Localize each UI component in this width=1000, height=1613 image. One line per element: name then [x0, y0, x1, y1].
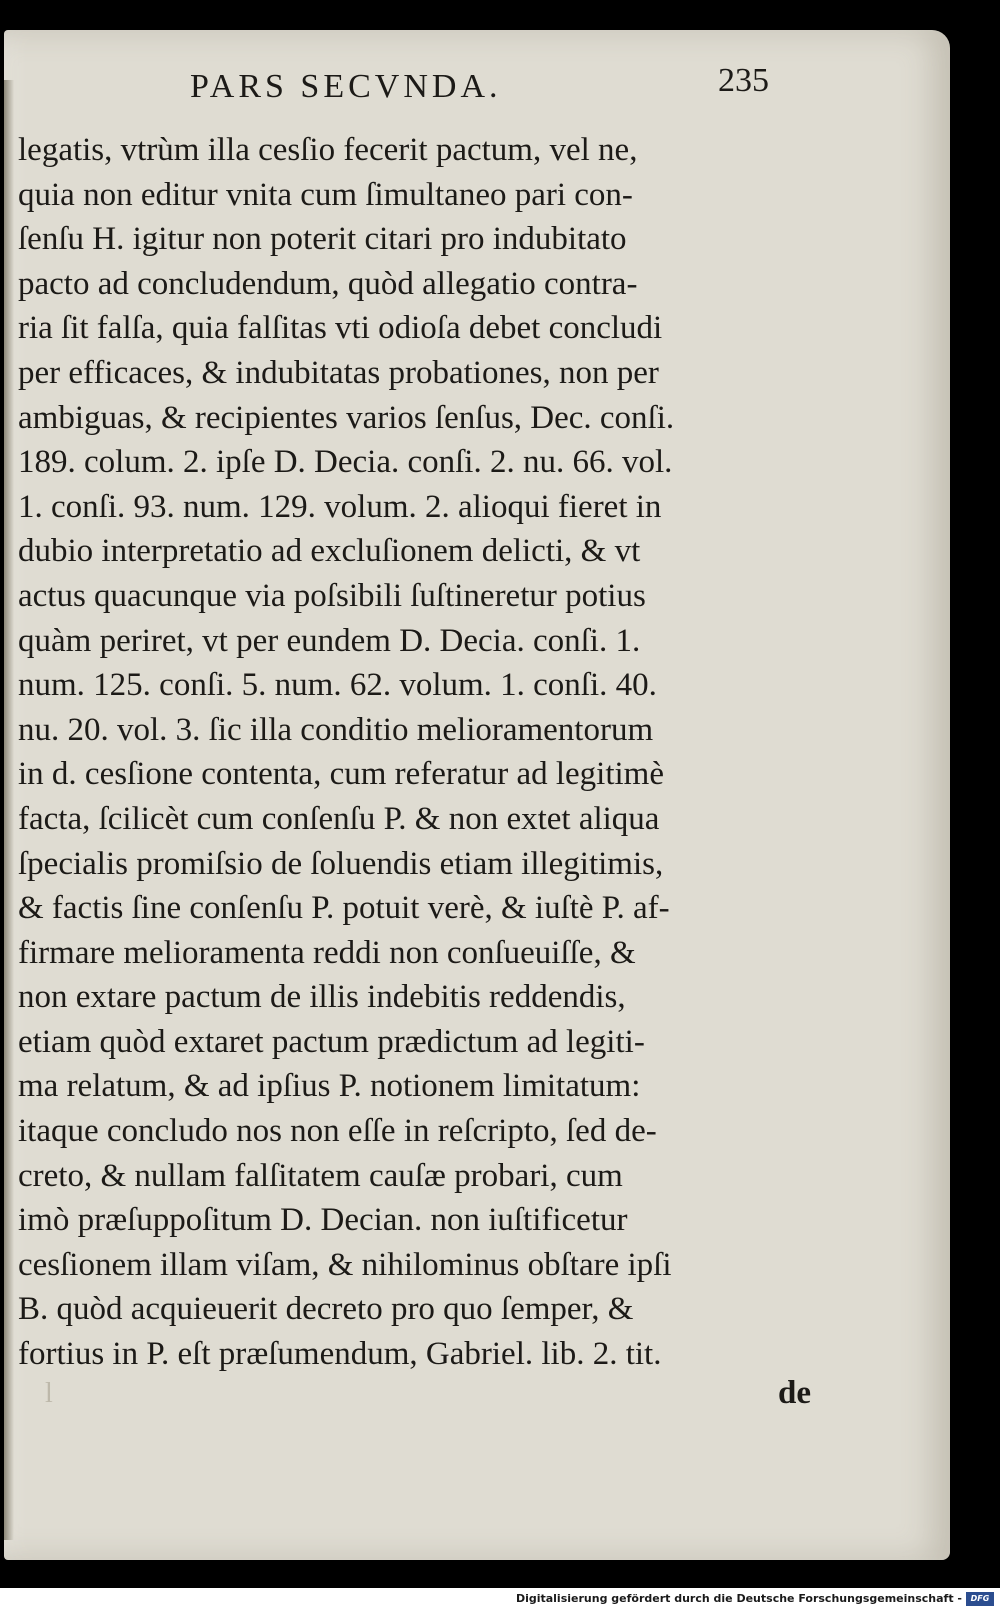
text-line: ſenſu H. igitur non poterit citari pro indubitato [18, 221, 627, 258]
catchword: de [778, 1375, 811, 1411]
text-line: nu. 20. vol. 3. ſic illa conditio melioramentorum [18, 711, 654, 748]
page-gutter-shadow [4, 80, 14, 1540]
text-line: firmare melioramenta reddi non conſueuiſſe, & [18, 934, 636, 971]
body-text [18, 128, 818, 1377]
text-line: creto, & nullam falſitatem cauſæ probari, cum [18, 1157, 623, 1194]
text-line: fortius in P. eſt præſumendum, Gabriel. lib. 2. tit. [18, 1336, 662, 1373]
text-line: quia non editur vnita cum ſimultaneo pari con- [18, 176, 633, 213]
dfg-logo-icon: DFG [966, 1592, 994, 1606]
text-line: legatis, vtrùm illa cesſio fecerit pactum, vel ne, [18, 132, 638, 168]
text-line: dubio interpretatio ad excluſionem delicti, & vt [18, 533, 641, 570]
text-line: cesſionem illam viſam, & nihilominus obſtare ipſi [18, 1246, 672, 1283]
text-line: actus quacunque via poſsibili ſuſtineretur potius [18, 577, 646, 614]
bleed-through-mark: l [45, 1378, 53, 1409]
text-line: per efficaces, & indubitatas probationes, non per [18, 354, 659, 391]
footer-bar [0, 1588, 1000, 1613]
text-line: B. quòd acquieuerit decreto pro quo ſemper, & [18, 1291, 634, 1328]
funding-credit: Digitalisierung gefördert durch die Deutsche Forschungsgemeinschaft - [515, 1592, 962, 1605]
running-head: PARS SECVNDA. [190, 68, 502, 105]
text-line: ambiguas, & recipientes varios ſenſus, Dec. conſi. [18, 399, 675, 436]
text-line: ria ſit falſa, quia falſitas vti odioſa debet concludi [18, 310, 663, 347]
text-line: num. 125. conſi. 5. num. 62. volum. 1. conſi. 40. [18, 667, 657, 704]
text-line: pacto ad concludendum, quòd allegatio contra- [18, 265, 638, 302]
text-line: in d. cesſione contenta, cum referatur ad legitimè [18, 756, 664, 793]
text-line: 189. colum. 2. ipſe D. Decia. conſi. 2. nu. 66. vol. [18, 444, 673, 481]
text-line: ma relatum, & ad ipſius P. notionem limitatum: [18, 1068, 641, 1105]
text-line: facta, ſcilicèt cum conſenſu P. & non extet aliqua [18, 800, 660, 837]
text-line: etiam quòd extaret pactum prædictum ad legiti- [18, 1023, 645, 1060]
text-line: ſpecialis promiſsio de ſoluendis etiam illegitimis, [18, 845, 664, 882]
text-line: & factis ſine conſenſu P. potuit verè, & iuſtè P. af- [18, 890, 670, 927]
text-line: itaque concludo nos non eſſe in reſcripto, ſed de- [18, 1113, 657, 1150]
text-line: quàm periret, vt per eundem D. Decia. conſi. 1. [18, 622, 641, 659]
text-line: non extare pactum de illis indebitis reddendis, [18, 979, 626, 1016]
text-line: imò præſuppoſitum D. Decian. non iuſtificetur [18, 1202, 628, 1239]
page-number: 235 [718, 62, 769, 99]
text-line: 1. conſi. 93. num. 129. volum. 2. alioqui fieret in [18, 488, 662, 525]
